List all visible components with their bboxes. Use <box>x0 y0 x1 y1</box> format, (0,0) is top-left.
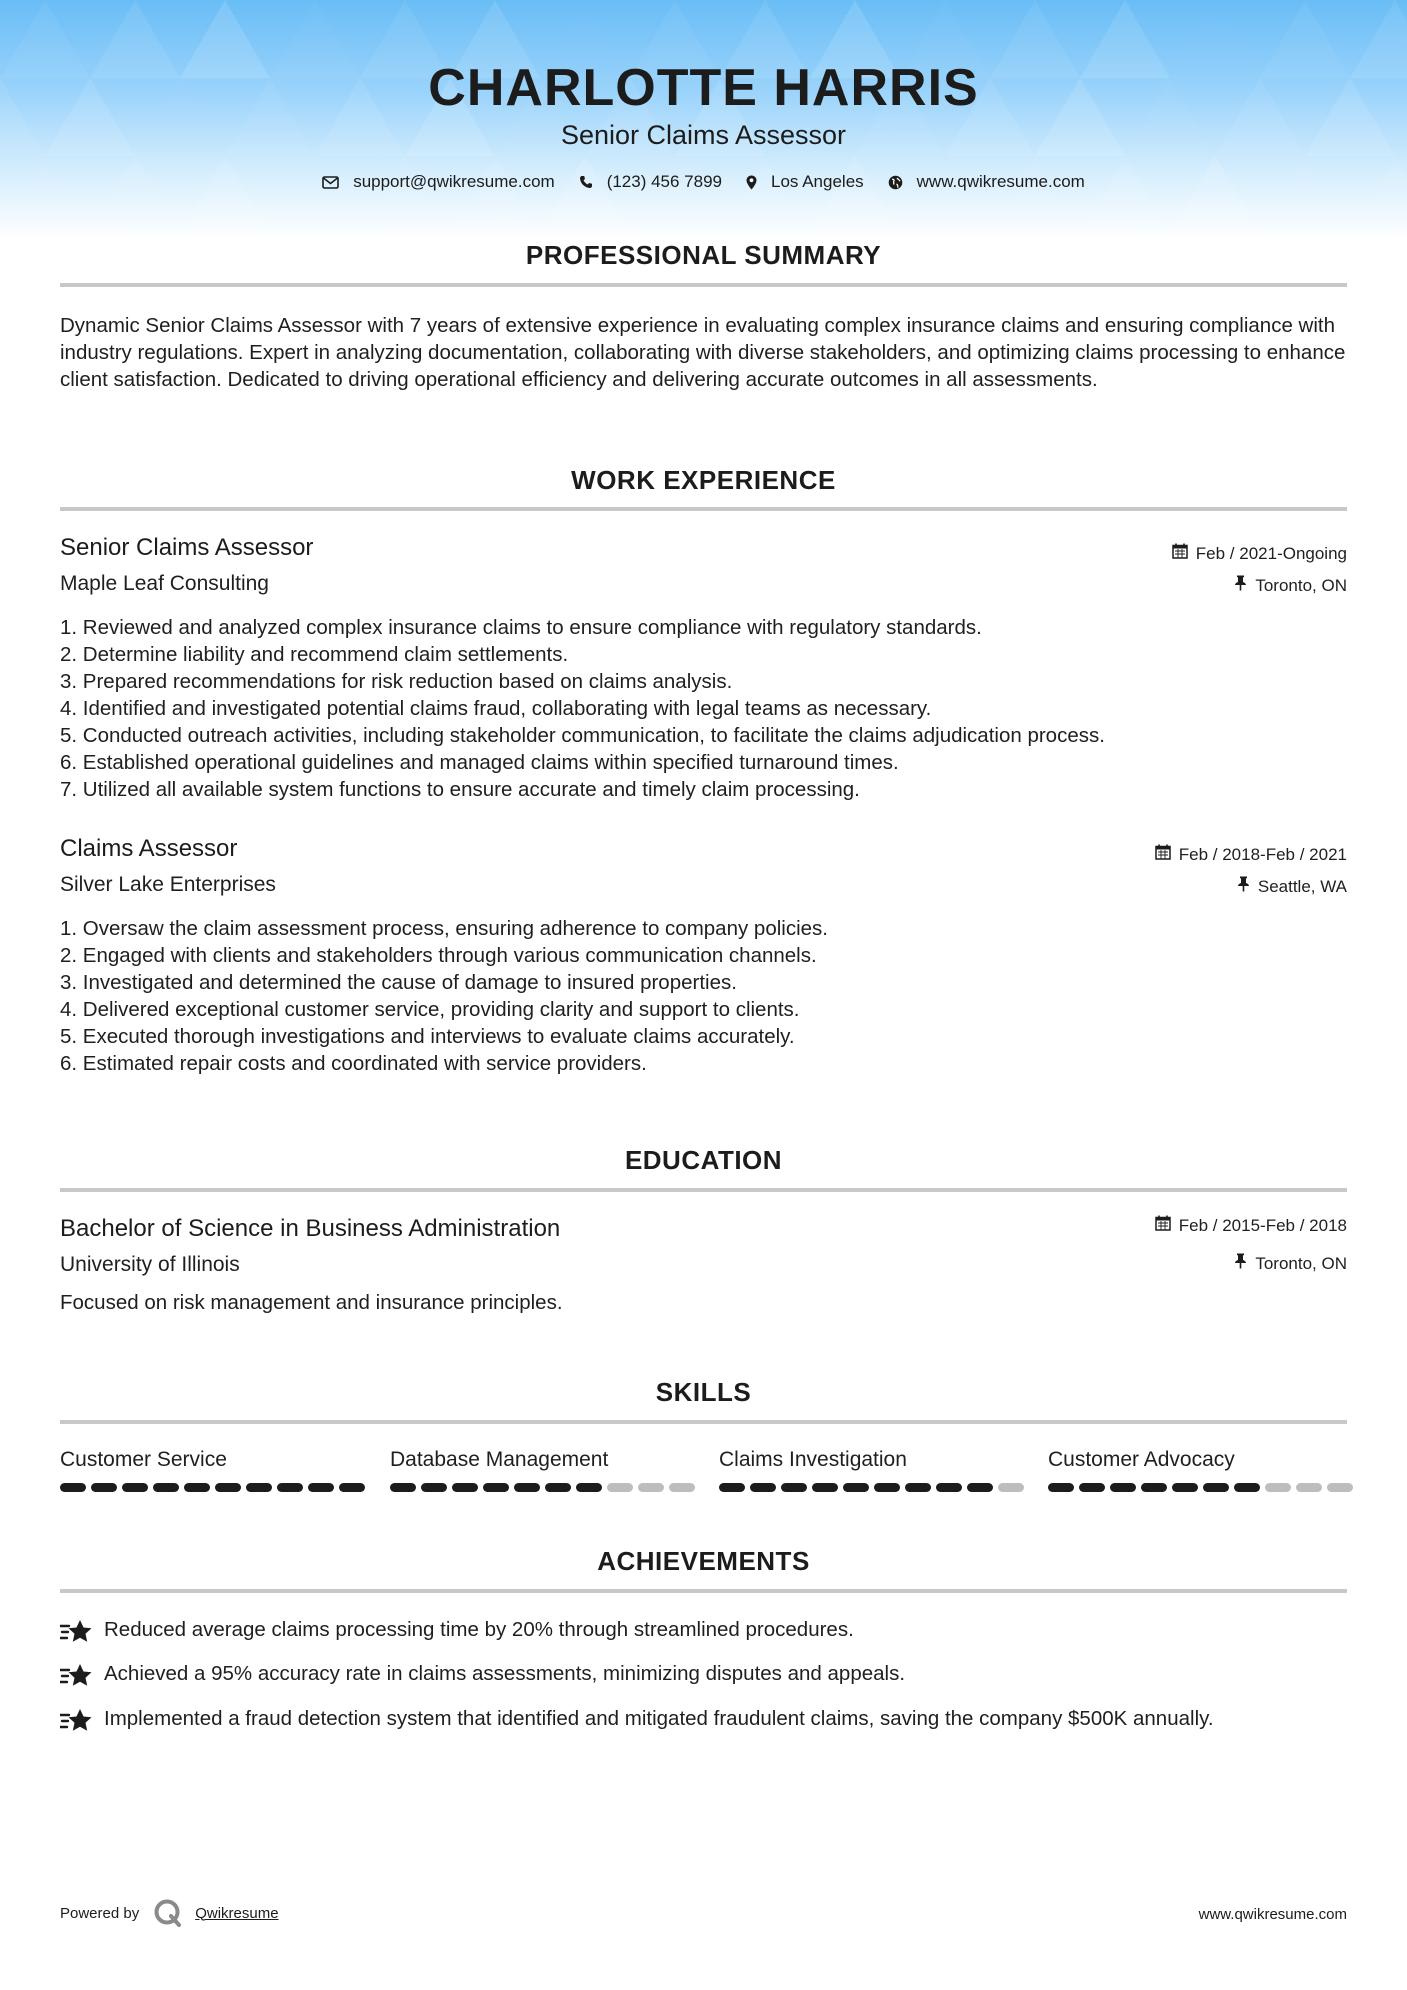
pushpin-icon <box>1234 575 1247 596</box>
location-text: Los Angeles <box>771 172 864 191</box>
list-item: 4. Delivered exceptional customer service, providing clarity and support to clients. <box>60 998 800 1021</box>
list-item: 7. Utilized all available system functions to ensure accurate and timely claim processing. <box>60 778 860 801</box>
education-school: University of Illinois <box>60 1253 240 1276</box>
achievement-text: Reduced average claims processing time by 20% through streamlined procedures. <box>104 1618 854 1641</box>
footer-powered-by <box>60 1898 279 1928</box>
job-title: Claims Assessor <box>60 835 238 862</box>
footer-website[interactable]: www.qwikresume.com <box>1198 1906 1347 1923</box>
candidate-title: Senior Claims Assessor <box>560 120 847 150</box>
list-item: 6. Established operational guidelines and managed claims within specified turnaround times. <box>60 751 899 774</box>
skill-segment-filled <box>719 1483 745 1492</box>
contact-location <box>746 172 864 192</box>
skills-divider <box>60 1420 1347 1424</box>
skill-segment-filled <box>277 1483 303 1492</box>
star-achievement-icon <box>60 1662 96 1695</box>
skill-segment-empty <box>1296 1483 1322 1492</box>
job-title: Senior Claims Assessor <box>60 534 314 561</box>
skill-segment-filled <box>1141 1483 1167 1492</box>
skill-segment-filled <box>153 1483 179 1492</box>
skill-segment-empty <box>669 1483 695 1492</box>
list-item: 3. Investigated and determined the cause of damage to insured properties. <box>60 971 737 994</box>
job-dates-text: Feb / 2021-Ongoing <box>1195 543 1347 563</box>
list-item: 5. Conducted outreach activities, including stakeholder communication, to facilitate the claims adjudication process. <box>60 724 1105 747</box>
skill-name: Claims Investigation <box>719 1448 907 1471</box>
education-divider <box>60 1188 1347 1192</box>
contact-bar <box>0 172 1407 192</box>
skill-name: Database Management <box>390 1448 609 1471</box>
star-achievement-icon <box>60 1707 96 1740</box>
contact-email[interactable] <box>322 172 555 192</box>
list-item: 2. Engaged with clients and stakeholders through various communication channels. <box>60 944 817 967</box>
job-location-text: Seattle, WA <box>1257 876 1347 896</box>
qwikresume-logo-icon <box>153 1898 183 1928</box>
education-degree: Bachelor of Science in Business Administration <box>60 1215 561 1242</box>
pushpin-icon <box>1234 1253 1247 1274</box>
skill-segment-filled <box>1172 1483 1198 1492</box>
skill-segment-filled <box>1203 1483 1229 1492</box>
achievements-divider <box>60 1589 1347 1593</box>
job-location <box>1237 876 1347 897</box>
list-item: 1. Reviewed and analyzed complex insurance claims to ensure compliance with regulatory standards. <box>60 616 982 639</box>
list-item: 6. Estimated repair costs and coordinated with service providers. <box>60 1052 647 1075</box>
education-note: Focused on risk management and insurance principles. <box>60 1291 563 1314</box>
achievement-text: Achieved a 95% accuracy rate in claims assessments, minimizing disputes and appeals. <box>104 1662 906 1685</box>
skill-level-bar <box>390 1483 695 1492</box>
job-location <box>1234 575 1347 596</box>
qwikresume-link[interactable]: Qwikresume <box>195 1904 279 1922</box>
skill-name: Customer Service <box>60 1448 227 1471</box>
skill-segment-filled <box>514 1483 540 1492</box>
summary-divider <box>60 283 1347 287</box>
skill-segment-filled <box>1079 1483 1105 1492</box>
phone-text: (123) 456 7899 <box>606 172 723 191</box>
experience-heading: WORK EXPERIENCE <box>571 465 836 495</box>
summary-heading: PROFESSIONAL SUMMARY <box>525 240 882 270</box>
skill-segment-empty <box>1327 1483 1353 1492</box>
skill-segment-empty <box>607 1483 633 1492</box>
contact-phone[interactable] <box>579 172 722 192</box>
calendar-icon <box>1155 844 1171 865</box>
achievement-item <box>60 1705 1350 1740</box>
skill-segment-filled <box>967 1483 993 1492</box>
education-dates <box>1155 1215 1347 1236</box>
skill-segment-filled <box>184 1483 210 1492</box>
phone-icon <box>579 175 593 189</box>
education-dates-text: Feb / 2015-Feb / 2018 <box>1178 1215 1347 1235</box>
skill-level-bar <box>1048 1483 1353 1492</box>
powered-by-label: Powered by <box>60 1904 140 1922</box>
job-location-text: Toronto, ON <box>1255 575 1347 595</box>
list-item: 5. Executed thorough investigations and interviews to evaluate claims accurately. <box>60 1025 795 1048</box>
job-dates <box>1172 543 1347 564</box>
contact-website[interactable] <box>888 172 1085 192</box>
skill-segment-filled <box>308 1483 334 1492</box>
job-company: Silver Lake Enterprises <box>60 873 276 896</box>
skill-segment-filled <box>812 1483 838 1492</box>
skill-segment-empty <box>1265 1483 1291 1492</box>
skills-heading: SKILLS <box>655 1377 752 1407</box>
skill-segment-filled <box>750 1483 776 1492</box>
achievement-item <box>60 1660 1350 1695</box>
skill-segment-filled <box>936 1483 962 1492</box>
experience-divider <box>60 507 1347 511</box>
skill-segment-filled <box>60 1483 86 1492</box>
skill-segment-filled <box>1110 1483 1136 1492</box>
website-text: www.qwikresume.com <box>916 172 1085 191</box>
skill-level-bar <box>60 1483 365 1492</box>
list-item: 3. Prepared recommendations for risk reduction based on claims analysis. <box>60 670 733 693</box>
achievement-text: Implemented a fraud detection system that identified and mitigated fraudulent claims, saving the company $500K annually. <box>104 1707 1214 1730</box>
email-text: support@qwikresume.com <box>353 172 555 191</box>
skill-segment-filled <box>843 1483 869 1492</box>
skill-segment-filled <box>1234 1483 1260 1492</box>
education-location-text: Toronto, ON <box>1255 1253 1347 1273</box>
skill-segment-filled <box>874 1483 900 1492</box>
job-dates-text: Feb / 2018-Feb / 2021 <box>1178 844 1347 864</box>
skill-segment-filled <box>483 1483 509 1492</box>
map-marker-icon <box>746 175 757 190</box>
skill-segment-filled <box>215 1483 241 1492</box>
skill-name: Customer Advocacy <box>1048 1448 1235 1471</box>
achievement-item <box>60 1616 1350 1651</box>
skill-segment-filled <box>246 1483 272 1492</box>
skill-segment-empty <box>998 1483 1024 1492</box>
skill-segment-filled <box>452 1483 478 1492</box>
skill-segment-filled <box>576 1483 602 1492</box>
list-item: 1. Oversaw the claim assessment process, ensuring adherence to company policies. <box>60 917 828 940</box>
education-heading: EDUCATION <box>624 1145 783 1175</box>
summary-text: Dynamic Senior Claims Assessor with 7 years of extensive experience in evaluating complex insurance claims and ensuring compliance with industry regulations. Expert in analyzing documentation, collaborating with diverse stakeholders, and optimizing claims processing to enhance client satisfaction. Dedicated to driving operational efficiency and delivering accurate outcomes in all assessments. <box>60 314 1346 391</box>
skill-segment-empty <box>638 1483 664 1492</box>
candidate-name: CHARLOTTE HARRIS <box>428 59 979 117</box>
skill-segment-filled <box>339 1483 365 1492</box>
globe-icon <box>888 175 903 190</box>
job-company: Maple Leaf Consulting <box>60 572 269 595</box>
envelope-icon <box>322 176 339 189</box>
skill-segment-filled <box>545 1483 571 1492</box>
calendar-icon <box>1172 543 1188 564</box>
achievements-heading: ACHIEVEMENTS <box>597 1546 810 1576</box>
list-item: 4. Identified and investigated potential claims fraud, collaborating with legal teams as necessary. <box>60 697 932 720</box>
skill-segment-filled <box>91 1483 117 1492</box>
skill-level-bar <box>719 1483 1024 1492</box>
calendar-icon <box>1155 1215 1171 1236</box>
job-dates <box>1155 844 1347 865</box>
skill-segment-filled <box>781 1483 807 1492</box>
skill-segment-filled <box>122 1483 148 1492</box>
skill-segment-filled <box>390 1483 416 1492</box>
skill-segment-filled <box>421 1483 447 1492</box>
list-item: 2. Determine liability and recommend claim settlements. <box>60 643 569 666</box>
skill-segment-filled <box>905 1483 931 1492</box>
job-bullets <box>60 915 1350 1077</box>
pushpin-icon <box>1237 876 1250 897</box>
job-bullets <box>60 614 1350 803</box>
education-location <box>1234 1253 1347 1274</box>
skill-segment-filled <box>1048 1483 1074 1492</box>
star-achievement-icon <box>60 1618 96 1651</box>
